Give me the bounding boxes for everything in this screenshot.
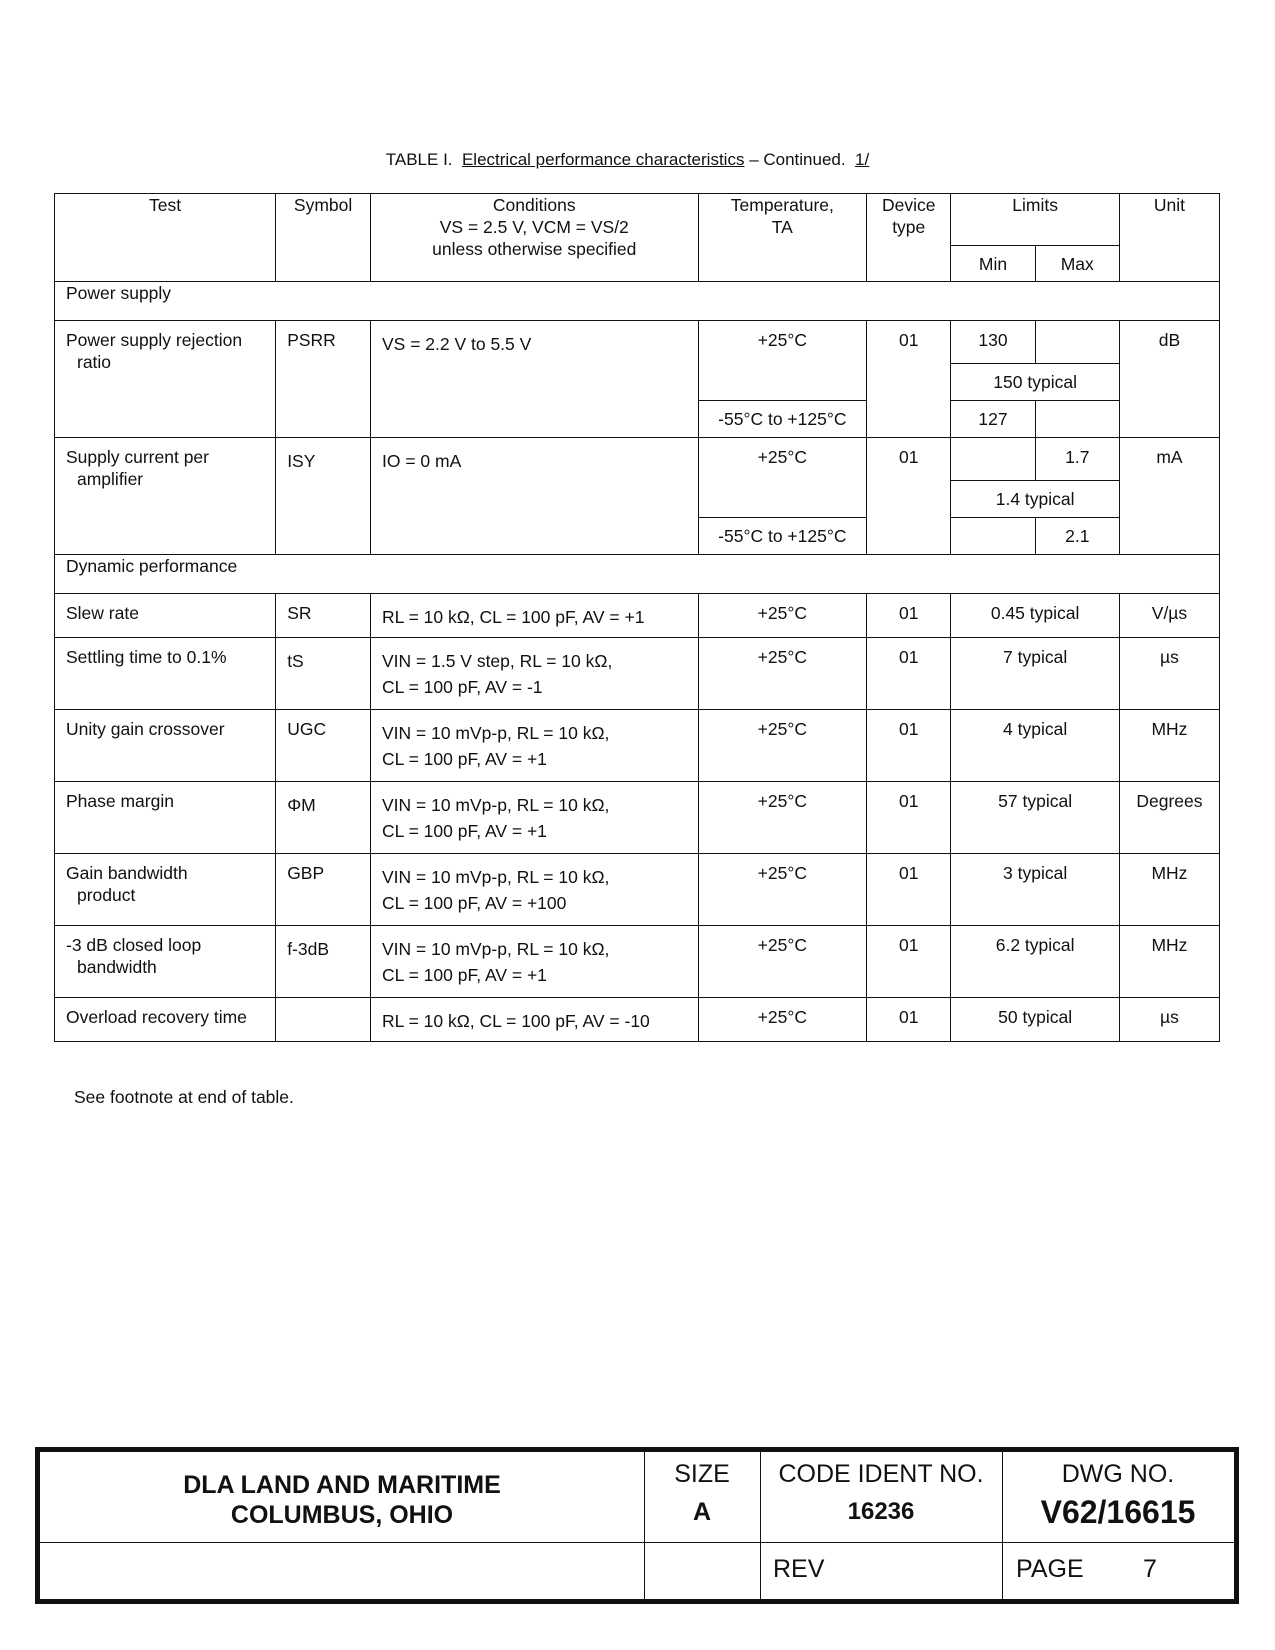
row-test-line1: -3 dB closed loop [66, 935, 202, 955]
row-condition-line2: CL = 100 pF, AV = +1 [381, 821, 547, 841]
table-row-psrr [55, 321, 1220, 364]
row-test: Overload recovery time [55, 998, 276, 1042]
row-temp: +25°C [698, 638, 867, 710]
header-max: Max [1035, 246, 1119, 282]
table-row [55, 782, 1220, 854]
row-condition [370, 638, 698, 710]
row-temp: +25°C [698, 782, 867, 854]
table-row [55, 638, 1220, 710]
table-row [55, 594, 1220, 638]
row-symbol: f-3dB [276, 926, 371, 998]
row-test: Settling time to 0.1% [55, 638, 276, 710]
psrr-test [55, 321, 276, 438]
row-test [55, 854, 276, 926]
isy-device: 01 [867, 438, 951, 555]
section-row-power-supply [55, 282, 1220, 321]
isy-test [55, 438, 276, 555]
row-unit: MHz [1119, 926, 1219, 998]
table-title-suffix: – Continued. [749, 150, 846, 169]
psrr-temp-25: +25°C [698, 321, 867, 401]
row-temp: +25°C [698, 710, 867, 782]
psrr-condition: VS = 2.2 V to 5.5 V [370, 321, 698, 438]
dwg-label: DWG NO. [1061, 1460, 1175, 1488]
table-row [55, 926, 1220, 998]
header-conditions-label: Conditions [492, 195, 576, 215]
row-condition [370, 782, 698, 854]
title-block [35, 1447, 1239, 1604]
psrr-symbol: PSRR [276, 321, 371, 438]
row-unit: µs [1119, 998, 1219, 1042]
header-conditions-line2: VS = 2.5 V, VCM = VS/2 [439, 217, 629, 237]
dwg-value: V62/16615 [1040, 1494, 1196, 1530]
psrr-test-line2: ratio [77, 352, 112, 372]
row-condition-line1: VIN = 10 mVp-p, RL = 10 kΩ, [381, 867, 610, 887]
row-limit: 57 typical [951, 782, 1120, 854]
row-device: 01 [867, 710, 951, 782]
isy-min-25 [951, 438, 1035, 481]
page-number: 7 [1143, 1555, 1157, 1583]
psrr-device: 01 [867, 321, 951, 438]
agency-name [40, 1470, 644, 1530]
header-limits: Limits [951, 194, 1120, 246]
header-temperature-label: Temperature, [730, 195, 834, 215]
header-conditions [370, 194, 698, 282]
row-limit: 0.45 typical [951, 594, 1120, 638]
header-test: Test [55, 194, 276, 282]
row-condition-line1: VIN = 10 mVp-p, RL = 10 kΩ, [381, 723, 610, 743]
row-temp: +25°C [698, 594, 867, 638]
isy-unit: mA [1119, 438, 1219, 555]
row-condition-line2: CL = 100 pF, AV = -1 [381, 677, 543, 697]
row-test [55, 926, 276, 998]
header-conditions-line3: unless otherwise specified [432, 239, 637, 259]
row-limit: 3 typical [951, 854, 1120, 926]
table-row [55, 998, 1220, 1042]
isy-test-line2: amplifier [77, 469, 144, 489]
row-device: 01 [867, 854, 951, 926]
row-condition-line1: VIN = 10 mVp-p, RL = 10 kΩ, [381, 939, 610, 959]
row-device: 01 [867, 638, 951, 710]
isy-temp-25: +25°C [698, 438, 867, 518]
row-test-line1: Gain bandwidth [66, 863, 188, 883]
row-test-line2: bandwidth [77, 957, 157, 977]
performance-table [54, 193, 1220, 1042]
row-limit: 7 typical [951, 638, 1120, 710]
row-device: 01 [867, 594, 951, 638]
isy-max-range: 2.1 [1035, 518, 1119, 555]
section-dynamic: Dynamic performance [55, 555, 1220, 594]
psrr-max-range [1035, 401, 1119, 438]
row-symbol: ΦM [276, 782, 371, 854]
row-device: 01 [867, 926, 951, 998]
header-temperature-symbol: TA [771, 217, 793, 237]
row-test-line2: product [77, 885, 136, 905]
agency-line1: DLA LAND AND MARITIME [183, 1471, 501, 1499]
row-symbol: tS [276, 638, 371, 710]
header-unit: Unit [1119, 194, 1219, 282]
rev-label: REV [773, 1555, 825, 1583]
row-symbol: GBP [276, 854, 371, 926]
row-device: 01 [867, 782, 951, 854]
table-title-main: Electrical performance characteristics [461, 150, 745, 169]
row-condition [370, 926, 698, 998]
table-row-isy [55, 438, 1220, 481]
header-row [55, 194, 1220, 246]
code-ident-value: 16236 [847, 1498, 915, 1525]
row-condition: RL = 10 kΩ, CL = 100 pF, AV = +1 [370, 594, 698, 638]
psrr-temp-range: -55°C to +125°C [698, 401, 867, 438]
isy-max-25: 1.7 [1035, 438, 1119, 481]
header-device-type: Device type [867, 194, 951, 282]
size-value: A [692, 1498, 712, 1526]
row-device: 01 [867, 998, 951, 1042]
psrr-test-line1: Power supply rejection [66, 330, 243, 350]
table-title-prefix: TABLE I. [385, 150, 453, 169]
row-condition [370, 710, 698, 782]
row-unit: MHz [1119, 854, 1219, 926]
isy-temp-range: -55°C to +125°C [698, 518, 867, 555]
row-unit: Degrees [1119, 782, 1219, 854]
page-label: PAGE [1016, 1555, 1084, 1583]
psrr-min-25: 130 [951, 321, 1035, 364]
section-power-supply: Power supply [55, 282, 1220, 321]
header-min: Min [951, 246, 1035, 282]
row-symbol: UGC [276, 710, 371, 782]
isy-min-range [951, 518, 1035, 555]
row-symbol: SR [276, 594, 371, 638]
table-row [55, 854, 1220, 926]
footnote: See footnote at end of table. [74, 1087, 294, 1107]
title-block-divider [40, 1542, 1234, 1543]
row-condition-line2: CL = 100 pF, AV = +1 [381, 965, 547, 985]
row-limit: 50 typical [951, 998, 1120, 1042]
psrr-unit: dB [1119, 321, 1219, 438]
code-ident-label: CODE IDENT NO. [778, 1460, 984, 1488]
row-temp: +25°C [698, 854, 867, 926]
row-test: Slew rate [55, 594, 276, 638]
table-title-note: 1/ [855, 150, 870, 169]
row-unit: MHz [1119, 710, 1219, 782]
isy-condition: IO = 0 mA [370, 438, 698, 555]
row-condition-line2: CL = 100 pF, AV = +100 [381, 893, 567, 913]
row-test: Phase margin [55, 782, 276, 854]
section-row-dynamic [55, 555, 1220, 594]
isy-test-line1: Supply current per [66, 447, 209, 467]
row-condition-line1: VIN = 1.5 V step, RL = 10 kΩ, [381, 651, 613, 671]
row-unit: µs [1119, 638, 1219, 710]
table-row [55, 710, 1220, 782]
row-limit: 4 typical [951, 710, 1120, 782]
row-condition-line2: CL = 100 pF, AV = +1 [381, 749, 547, 769]
row-symbol [276, 998, 371, 1042]
row-condition [370, 854, 698, 926]
table-title [0, 150, 1275, 170]
size-label: SIZE [674, 1460, 730, 1488]
row-limit: 6.2 typical [951, 926, 1120, 998]
isy-symbol: ISY [276, 438, 371, 555]
psrr-max-25 [1035, 321, 1119, 364]
row-temp: +25°C [698, 998, 867, 1042]
row-test: Unity gain crossover [55, 710, 276, 782]
agency-line2: COLUMBUS, OHIO [230, 1501, 454, 1529]
header-temperature [698, 194, 867, 282]
row-temp: +25°C [698, 926, 867, 998]
psrr-typical: 150 typical [951, 364, 1120, 401]
row-condition-line1: VIN = 10 mVp-p, RL = 10 kΩ, [381, 795, 610, 815]
row-unit: V/µs [1119, 594, 1219, 638]
row-condition: RL = 10 kΩ, CL = 100 pF, AV = -10 [370, 998, 698, 1042]
psrr-min-range: 127 [951, 401, 1035, 438]
isy-typical: 1.4 typical [951, 481, 1120, 518]
header-symbol: Symbol [276, 194, 371, 282]
